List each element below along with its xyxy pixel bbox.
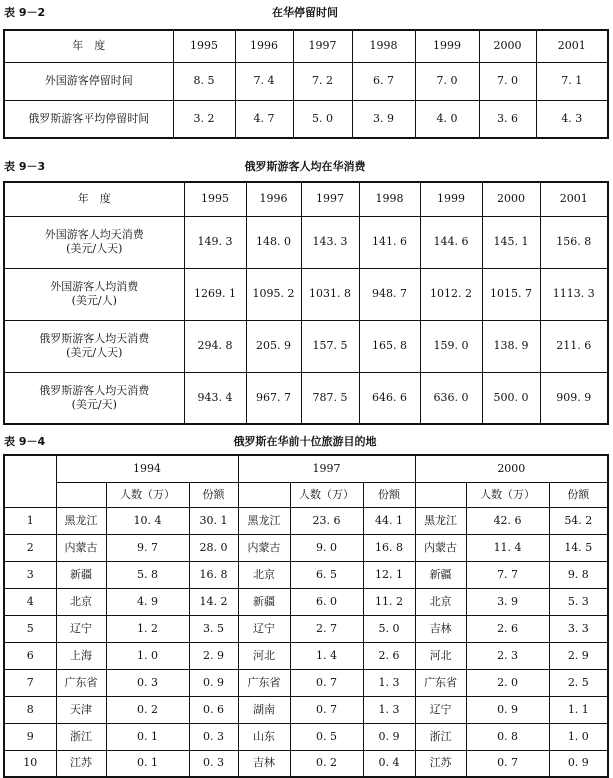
row-unit-line: (美元/人) bbox=[71, 294, 117, 307]
province-header-cell bbox=[238, 482, 290, 507]
share-header-cell: 份额 bbox=[549, 482, 608, 507]
province-cell: 内蒙古 bbox=[415, 534, 466, 561]
table-row bbox=[4, 561, 608, 588]
rank-cell: 3 bbox=[4, 561, 56, 588]
row-label-cell: 外国游客停留时间 bbox=[4, 62, 173, 100]
row-label-line: 外国游客人均消费 bbox=[50, 280, 139, 293]
sub-header-row bbox=[4, 482, 608, 507]
table-9-2-section bbox=[3, 4, 607, 139]
value-cell: 3. 2 bbox=[173, 100, 235, 138]
count-cell: 6. 5 bbox=[290, 561, 363, 588]
value-cell: 211. 6 bbox=[540, 320, 608, 372]
share-cell: 5. 0 bbox=[363, 615, 415, 642]
year-header-cell: 1995 bbox=[173, 30, 235, 62]
province-cell: 北京 bbox=[238, 561, 290, 588]
table-row bbox=[4, 696, 608, 723]
table-9-3-title: 俄罗斯游客人均在华消费 bbox=[244, 160, 366, 173]
count-cell: 1. 4 bbox=[290, 642, 363, 669]
value-cell: 294. 8 bbox=[184, 320, 246, 372]
year-header-cell: 1996 bbox=[235, 30, 293, 62]
province-cell: 江苏 bbox=[415, 750, 466, 777]
rank-cell: 9 bbox=[4, 723, 56, 750]
count-cell: 9. 7 bbox=[106, 534, 189, 561]
year-header-cell: 2000 bbox=[479, 30, 536, 62]
share-cell: 1. 3 bbox=[363, 669, 415, 696]
province-cell: 河北 bbox=[415, 642, 466, 669]
value-cell: 943. 4 bbox=[184, 372, 246, 424]
table-row bbox=[4, 642, 608, 669]
value-cell: 7. 2 bbox=[293, 62, 352, 100]
share-cell: 3. 5 bbox=[189, 615, 238, 642]
value-cell: 948. 7 bbox=[359, 268, 420, 320]
table-9-4-section bbox=[3, 433, 607, 778]
row-unit-line: (美元/天) bbox=[71, 397, 117, 411]
rank-cell: 4 bbox=[4, 588, 56, 615]
count-cell: 10. 4 bbox=[106, 507, 189, 534]
share-cell: 1. 1 bbox=[549, 696, 608, 723]
share-cell: 1. 0 bbox=[549, 723, 608, 750]
share-cell: 2. 6 bbox=[363, 642, 415, 669]
count-cell: 2. 7 bbox=[290, 615, 363, 642]
value-cell: 141. 6 bbox=[359, 216, 420, 268]
value-cell: 909. 9 bbox=[540, 372, 608, 424]
province-header-cell bbox=[56, 482, 106, 507]
rank-cell: 8 bbox=[4, 696, 56, 723]
share-cell: 44. 1 bbox=[363, 507, 415, 534]
value-cell: 1012. 2 bbox=[420, 268, 482, 320]
year-header-cell: 1997 bbox=[293, 30, 352, 62]
year-header-cell: 2000 bbox=[482, 182, 540, 216]
value-cell: 165. 8 bbox=[359, 320, 420, 372]
province-cell: 湖南 bbox=[238, 696, 290, 723]
province-cell: 黑龙江 bbox=[56, 507, 106, 534]
value-cell: 787. 5 bbox=[301, 372, 359, 424]
table-row bbox=[4, 615, 608, 642]
share-cell: 3. 3 bbox=[549, 615, 608, 642]
province-cell: 内蒙古 bbox=[238, 534, 290, 561]
row-unit-line: (美元/人天) bbox=[66, 346, 123, 359]
row-label-line: 外国游客人均天消费 bbox=[44, 228, 144, 241]
count-cell: 2. 0 bbox=[466, 669, 549, 696]
count-header-cell: 人数（万） bbox=[466, 482, 549, 507]
count-cell: 0. 9 bbox=[466, 696, 549, 723]
province-cell: 北京 bbox=[56, 588, 106, 615]
row-label-cell: 俄罗斯游客平均停留时间 bbox=[4, 100, 173, 138]
share-cell: 16. 8 bbox=[363, 534, 415, 561]
share-cell: 16. 8 bbox=[189, 561, 238, 588]
count-cell: 11. 4 bbox=[466, 534, 549, 561]
table-9-4 bbox=[3, 454, 609, 778]
share-header-cell: 份额 bbox=[189, 482, 238, 507]
value-cell: 138. 9 bbox=[482, 320, 540, 372]
table-row bbox=[4, 750, 608, 777]
table-row bbox=[4, 588, 608, 615]
province-header-cell bbox=[415, 482, 466, 507]
count-cell: 0. 8 bbox=[466, 723, 549, 750]
share-cell: 14. 5 bbox=[549, 534, 608, 561]
year-header-cell: 1996 bbox=[246, 182, 301, 216]
province-cell: 辽宁 bbox=[238, 615, 290, 642]
count-cell: 0. 1 bbox=[106, 750, 189, 777]
year-header-cell: 1998 bbox=[359, 182, 420, 216]
value-cell: 3. 9 bbox=[352, 100, 415, 138]
value-cell: 159. 0 bbox=[420, 320, 482, 372]
table-row bbox=[4, 507, 608, 534]
table-9-3-caption bbox=[3, 158, 607, 174]
value-cell: 1269. 1 bbox=[184, 268, 246, 320]
share-cell: 11. 2 bbox=[363, 588, 415, 615]
count-cell: 0. 7 bbox=[290, 696, 363, 723]
table-row bbox=[4, 216, 608, 268]
table-9-3-number: 表 9－3 bbox=[4, 160, 46, 173]
table-9-2-caption bbox=[3, 4, 607, 20]
share-cell: 0. 3 bbox=[189, 750, 238, 777]
count-cell: 0. 7 bbox=[290, 669, 363, 696]
table-row bbox=[4, 100, 608, 138]
value-cell: 1095. 2 bbox=[246, 268, 301, 320]
province-cell: 吉林 bbox=[238, 750, 290, 777]
share-cell: 0. 4 bbox=[363, 750, 415, 777]
count-cell: 3. 9 bbox=[466, 588, 549, 615]
year-header-cell: 1995 bbox=[184, 182, 246, 216]
share-cell: 2. 9 bbox=[189, 642, 238, 669]
table-row bbox=[4, 669, 608, 696]
share-header-cell: 份额 bbox=[363, 482, 415, 507]
value-cell: 3. 6 bbox=[479, 100, 536, 138]
table-row bbox=[4, 534, 608, 561]
rank-cell: 5 bbox=[4, 615, 56, 642]
header-label-cell: 年 度 bbox=[4, 182, 184, 216]
province-cell: 上海 bbox=[56, 642, 106, 669]
share-cell: 0. 9 bbox=[189, 669, 238, 696]
year-header-row bbox=[4, 455, 608, 482]
value-cell: 145. 1 bbox=[482, 216, 540, 268]
table-row bbox=[4, 62, 608, 100]
table-row bbox=[4, 268, 608, 320]
value-cell: 4. 3 bbox=[536, 100, 608, 138]
table-9-3-section bbox=[3, 158, 607, 425]
value-cell: 646. 6 bbox=[359, 372, 420, 424]
table-9-3 bbox=[3, 181, 609, 425]
share-cell: 0. 3 bbox=[189, 723, 238, 750]
province-cell: 黑龙江 bbox=[238, 507, 290, 534]
table-9-2-number: 表 9－2 bbox=[4, 6, 46, 19]
province-cell: 天津 bbox=[56, 696, 106, 723]
row-label-cell bbox=[4, 320, 184, 372]
count-cell: 42. 6 bbox=[466, 507, 549, 534]
value-cell: 7. 0 bbox=[479, 62, 536, 100]
year-group-header-cell: 1994 bbox=[56, 455, 238, 482]
table-9-2-title: 在华停留时间 bbox=[272, 6, 338, 19]
header-label-cell: 年 度 bbox=[4, 30, 173, 62]
year-group-header-cell: 2000 bbox=[415, 455, 608, 482]
year-header-cell: 2001 bbox=[536, 30, 608, 62]
province-cell: 内蒙古 bbox=[56, 534, 106, 561]
count-cell: 6. 0 bbox=[290, 588, 363, 615]
province-cell: 新疆 bbox=[415, 561, 466, 588]
count-cell: 0. 2 bbox=[106, 696, 189, 723]
count-cell: 2. 6 bbox=[466, 615, 549, 642]
province-cell: 江苏 bbox=[56, 750, 106, 777]
value-cell: 6. 7 bbox=[352, 62, 415, 100]
province-cell: 辽宁 bbox=[415, 696, 466, 723]
province-cell: 广东省 bbox=[415, 669, 466, 696]
year-header-cell: 2001 bbox=[540, 182, 608, 216]
share-cell: 0. 6 bbox=[189, 696, 238, 723]
value-cell: 4. 0 bbox=[415, 100, 479, 138]
share-cell: 12. 1 bbox=[363, 561, 415, 588]
province-cell: 广东省 bbox=[238, 669, 290, 696]
count-cell: 1. 2 bbox=[106, 615, 189, 642]
value-cell: 7. 0 bbox=[415, 62, 479, 100]
count-cell: 5. 8 bbox=[106, 561, 189, 588]
count-cell: 0. 5 bbox=[290, 723, 363, 750]
province-cell: 山东 bbox=[238, 723, 290, 750]
value-cell: 143. 3 bbox=[301, 216, 359, 268]
table-row bbox=[4, 320, 608, 372]
row-label-cell bbox=[4, 372, 184, 424]
table-row bbox=[4, 372, 608, 424]
share-cell: 14. 2 bbox=[189, 588, 238, 615]
count-cell: 2. 3 bbox=[466, 642, 549, 669]
province-cell: 新疆 bbox=[238, 588, 290, 615]
table-header-row bbox=[4, 30, 608, 62]
table-9-4-number: 表 9－4 bbox=[4, 435, 46, 448]
count-header-cell: 人数（万） bbox=[290, 482, 363, 507]
province-cell: 新疆 bbox=[56, 561, 106, 588]
value-cell: 7. 4 bbox=[235, 62, 293, 100]
row-unit-line: (美元/人天) bbox=[66, 242, 123, 255]
value-cell: 5. 0 bbox=[293, 100, 352, 138]
share-cell: 5. 3 bbox=[549, 588, 608, 615]
count-cell: 1. 0 bbox=[106, 642, 189, 669]
count-cell: 23. 6 bbox=[290, 507, 363, 534]
province-cell: 辽宁 bbox=[56, 615, 106, 642]
count-cell: 0. 7 bbox=[466, 750, 549, 777]
value-cell: 157. 5 bbox=[301, 320, 359, 372]
value-cell: 148. 0 bbox=[246, 216, 301, 268]
year-header-cell: 1997 bbox=[301, 182, 359, 216]
province-cell: 浙江 bbox=[415, 723, 466, 750]
table-9-2 bbox=[3, 29, 609, 139]
table-9-4-caption bbox=[3, 433, 607, 449]
value-cell: 7. 1 bbox=[536, 62, 608, 100]
count-cell: 9. 0 bbox=[290, 534, 363, 561]
share-cell: 54. 2 bbox=[549, 507, 608, 534]
value-cell: 1031. 8 bbox=[301, 268, 359, 320]
year-header-cell: 1999 bbox=[420, 182, 482, 216]
rank-cell: 7 bbox=[4, 669, 56, 696]
row-label-cell bbox=[4, 216, 184, 268]
year-header-cell: 1999 bbox=[415, 30, 479, 62]
row-label-line: 俄罗斯游客人均天消费 bbox=[39, 332, 150, 345]
row-label-cell bbox=[4, 268, 184, 320]
value-cell: 8. 5 bbox=[173, 62, 235, 100]
value-cell: 1113. 3 bbox=[540, 268, 608, 320]
value-cell: 205. 9 bbox=[246, 320, 301, 372]
value-cell: 144. 6 bbox=[420, 216, 482, 268]
rank-cell: 1 bbox=[4, 507, 56, 534]
rank-cell: 10 bbox=[4, 750, 56, 777]
share-cell: 30. 1 bbox=[189, 507, 238, 534]
table-row bbox=[4, 723, 608, 750]
value-cell: 500. 0 bbox=[482, 372, 540, 424]
year-header-cell: 1998 bbox=[352, 30, 415, 62]
province-cell: 吉林 bbox=[415, 615, 466, 642]
share-cell: 28. 0 bbox=[189, 534, 238, 561]
value-cell: 1015. 7 bbox=[482, 268, 540, 320]
rank-header-cell bbox=[4, 455, 56, 507]
share-cell: 2. 5 bbox=[549, 669, 608, 696]
count-cell: 0. 3 bbox=[106, 669, 189, 696]
province-cell: 广东省 bbox=[56, 669, 106, 696]
share-cell: 0. 9 bbox=[363, 723, 415, 750]
share-cell: 9. 8 bbox=[549, 561, 608, 588]
share-cell: 1. 3 bbox=[363, 696, 415, 723]
value-cell: 636. 0 bbox=[420, 372, 482, 424]
count-cell: 4. 9 bbox=[106, 588, 189, 615]
table-9-4-title: 俄罗斯在华前十位旅游目的地 bbox=[233, 435, 377, 448]
count-header-cell: 人数（万） bbox=[106, 482, 189, 507]
value-cell: 156. 8 bbox=[540, 216, 608, 268]
value-cell: 4. 7 bbox=[235, 100, 293, 138]
province-cell: 北京 bbox=[415, 588, 466, 615]
rank-cell: 2 bbox=[4, 534, 56, 561]
share-cell: 2. 9 bbox=[549, 642, 608, 669]
province-cell: 黑龙江 bbox=[415, 507, 466, 534]
year-group-header-cell: 1997 bbox=[238, 455, 415, 482]
count-cell: 0. 2 bbox=[290, 750, 363, 777]
rank-cell: 6 bbox=[4, 642, 56, 669]
value-cell: 149. 3 bbox=[184, 216, 246, 268]
count-cell: 7. 7 bbox=[466, 561, 549, 588]
table-header-row bbox=[4, 182, 608, 216]
row-label-line: 俄罗斯游客人均天消费 bbox=[39, 383, 150, 397]
value-cell: 967. 7 bbox=[246, 372, 301, 424]
province-cell: 河北 bbox=[238, 642, 290, 669]
count-cell: 0. 1 bbox=[106, 723, 189, 750]
share-cell: 0. 9 bbox=[549, 750, 608, 777]
province-cell: 浙江 bbox=[56, 723, 106, 750]
